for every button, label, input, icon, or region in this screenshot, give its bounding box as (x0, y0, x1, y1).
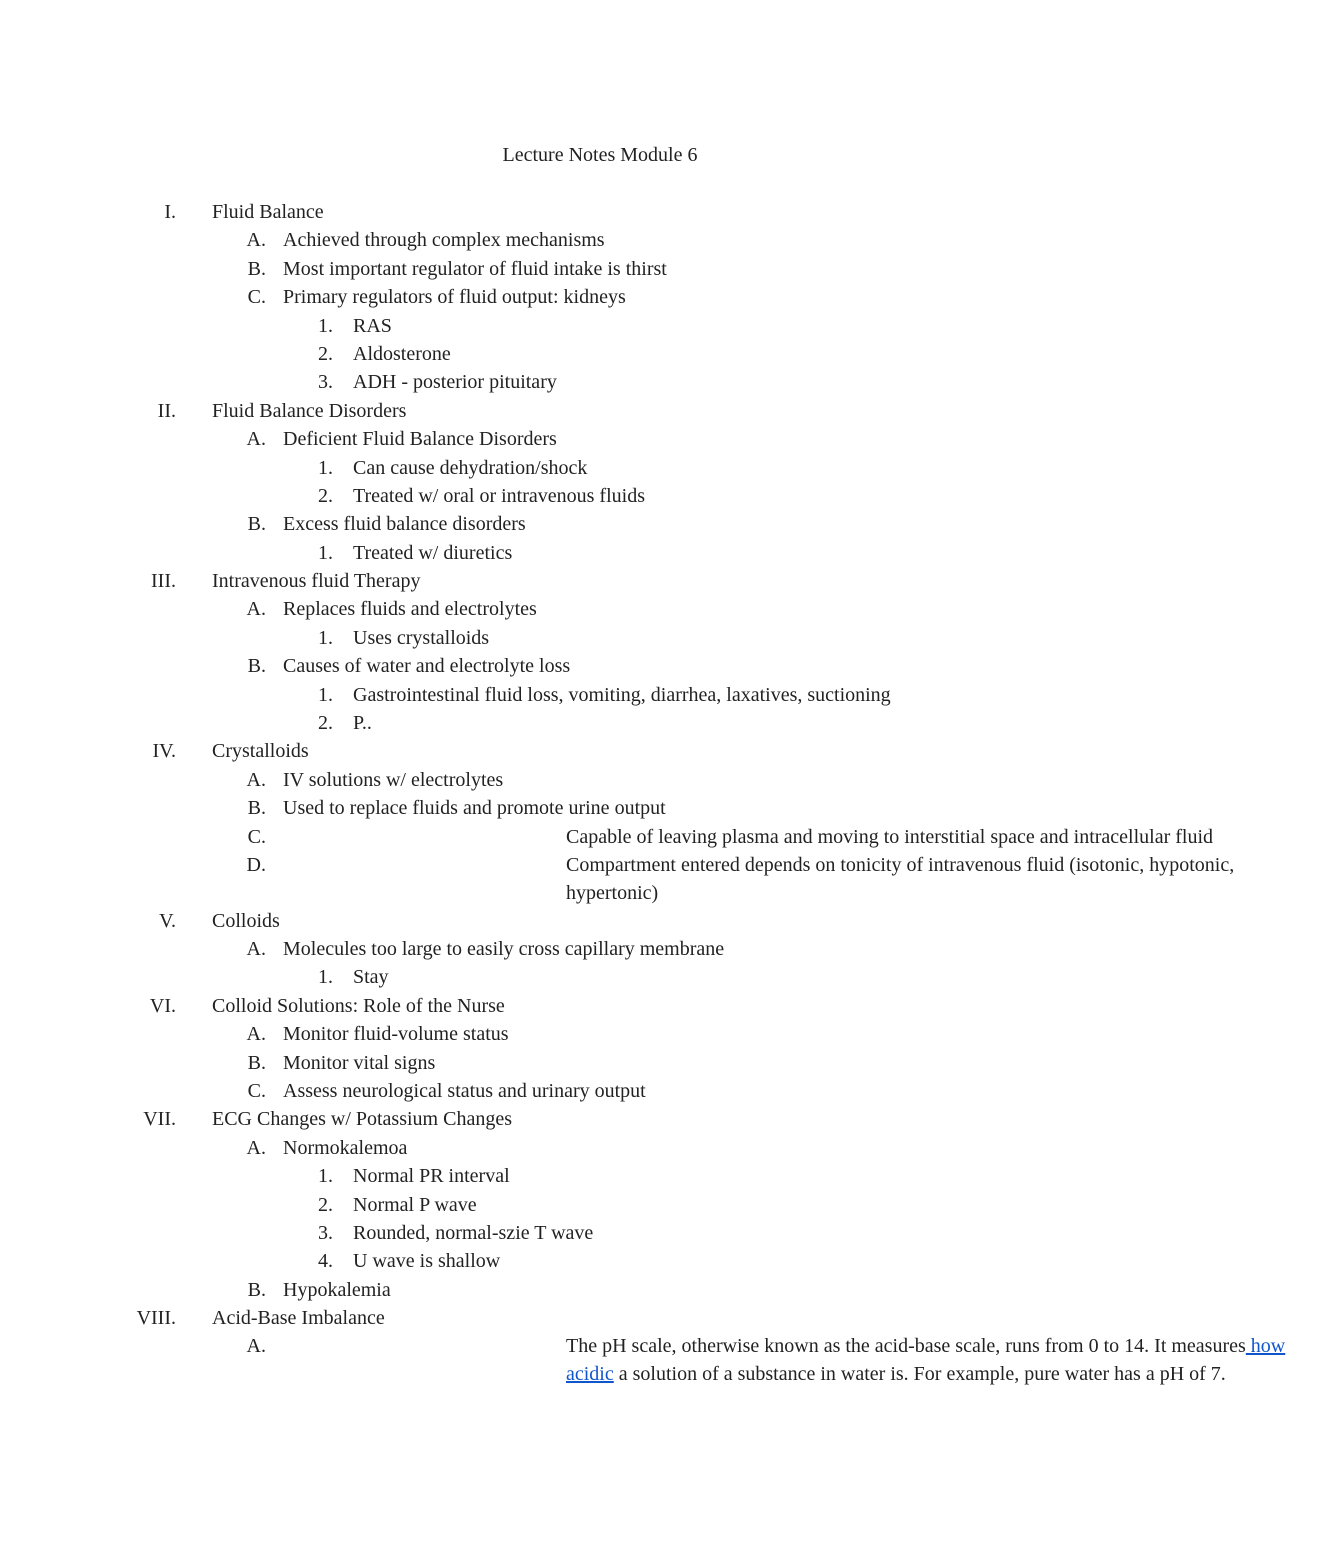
outline-item-level-3 (0, 1162, 1200, 1190)
list-marker: B. (247, 1051, 266, 1074)
list-item-text: P.. (353, 712, 372, 735)
list-marker: A. (246, 428, 266, 451)
outline-item-level-2 (0, 823, 1214, 851)
outline-item-level-2 (0, 1020, 1200, 1048)
list-marker: B. (247, 513, 266, 536)
list-item-text: Primary regulators of fluid output: kidneys (283, 286, 626, 309)
outline-item-level-3 (0, 1191, 1200, 1219)
list-item-text: Colloid Solutions: Role of the Nurse (212, 994, 505, 1017)
list-marker: 2. (318, 1193, 333, 1216)
list-item-text: Uses crystalloids (353, 626, 490, 649)
list-item-text: Intravenous fluid Therapy (212, 570, 421, 593)
outline-item-level-1 (0, 907, 1200, 935)
list-marker: 1. (318, 541, 333, 564)
list-item-text: Assess neurological status and urinary output (283, 1079, 646, 1102)
list-marker: 1. (318, 683, 333, 706)
outline-item-level-2 (0, 1276, 1200, 1304)
outline-item-level-3 (0, 963, 1200, 991)
list-item-text: Deficient Fluid Balance Disorders (283, 428, 557, 451)
list-marker: 1. (318, 626, 333, 649)
outline-item-level-3 (0, 681, 1200, 709)
list-item-text: Treated w/ diuretics (353, 541, 513, 564)
list-item-text: Compartment entered depends on tonicity of intravenous fluid (isotonic, hypotonic, hypertonic) (566, 853, 1235, 904)
outline-item-level-3 (0, 340, 1200, 368)
list-marker: 1. (318, 456, 333, 479)
list-marker: A. (246, 937, 266, 960)
list-item-text: Excess fluid balance disorders (283, 513, 526, 536)
list-item-text: Molecules too large to easily cross capillary membrane (283, 937, 725, 960)
list-item-text: Monitor fluid-volume status (283, 1023, 509, 1046)
outline-item-level-2 (0, 510, 1200, 538)
list-marker: C. (247, 1079, 266, 1102)
outline-item-level-3 (0, 454, 1200, 482)
list-marker: 2. (318, 712, 333, 735)
inline-link[interactable]: how acidic (566, 1335, 1286, 1386)
list-item-text: Acid-Base Imbalance (212, 1307, 385, 1330)
list-item-text: Normal PR interval (353, 1165, 510, 1188)
list-marker: VIII. (136, 1307, 176, 1330)
list-item-text: Most important regulator of fluid intake is thirst (283, 257, 667, 280)
list-item-text: Treated w/ oral or intravenous fluids (353, 484, 645, 507)
list-item-text: RAS (353, 314, 392, 337)
list-item-text: Monitor vital signs (283, 1051, 436, 1074)
outline-item-level-2 (0, 425, 1200, 453)
outline-item-level-3 (0, 368, 1200, 396)
list-marker: 1. (318, 966, 333, 989)
outline-item-level-1 (0, 992, 1200, 1020)
list-marker: B. (247, 797, 266, 820)
outline-item-level-1 (0, 737, 1200, 765)
outline-item-level-3 (0, 709, 1200, 737)
list-item-text: Gastrointestinal fluid loss, vomiting, diarrhea, laxatives, suctioning (353, 683, 891, 706)
list-item-text: U wave is shallow (353, 1250, 501, 1273)
list-item-text: Aldosterone (353, 342, 451, 365)
list-item-text: ECG Changes w/ Potassium Changes (212, 1108, 512, 1131)
outline-item-level-1 (0, 567, 1200, 595)
list-marker: III. (151, 570, 176, 593)
outline-item-level-3 (0, 312, 1200, 340)
list-marker: IV. (152, 740, 176, 763)
text-after-link: a solution of a substance in water is. For example, pure water has a pH of 7. (613, 1363, 1226, 1386)
list-marker: VII. (143, 1108, 176, 1131)
list-item-text: IV solutions w/ electrolytes (283, 768, 504, 791)
outline-item-level-2 (0, 283, 1200, 311)
list-marker: A. (246, 598, 266, 621)
list-marker: 1. (318, 314, 333, 337)
list-item-text: Hypokalemia (283, 1278, 391, 1301)
list-marker: A. (246, 1023, 266, 1046)
outline-item-level-2 (0, 1134, 1200, 1162)
list-item-text: Normokalemoa (283, 1136, 408, 1159)
outline-item-level-3 (0, 539, 1200, 567)
list-item-text: Capable of leaving plasma and moving to interstitial space and intracellular fluid (566, 825, 1214, 848)
list-item-text: Crystalloids (212, 740, 309, 763)
outline-item-level-2 (0, 255, 1200, 283)
list-marker: C. (247, 825, 266, 848)
outline-item-level-3 (0, 1219, 1200, 1247)
outline-item-level-1 (0, 1105, 1200, 1133)
list-marker: I. (164, 201, 176, 223)
list-marker: 4. (318, 1250, 333, 1273)
list-marker: A. (246, 229, 266, 252)
outline-item-level-2 (0, 794, 1200, 822)
outline-item-level-3 (0, 624, 1200, 652)
outline-item-level-3 (0, 482, 1200, 510)
outline-item-level-2 (0, 1049, 1200, 1077)
list-item-text (566, 1332, 1326, 1388)
outline-item-level-2 (0, 766, 1200, 794)
list-item-text: Normal P wave (353, 1193, 477, 1216)
outline-item-level-2 (0, 652, 1200, 680)
list-marker: D. (246, 853, 266, 876)
list-marker: 3. (318, 371, 333, 394)
list-item-text: ADH - posterior pituitary (353, 371, 557, 394)
list-marker: A. (246, 1335, 266, 1358)
list-marker: 2. (318, 484, 333, 507)
outline-item-level-1 (0, 397, 1200, 425)
document-title: Lecture Notes Module 6 (502, 144, 698, 166)
list-marker: B. (247, 655, 266, 678)
list-marker: VI. (149, 994, 176, 1017)
list-item-text: Can cause dehydration/shock (353, 456, 588, 479)
list-item-text: Causes of water and electrolyte loss (283, 655, 571, 678)
list-item-text: Fluid Balance Disorders (212, 399, 407, 422)
list-marker: 2. (318, 342, 333, 365)
outline-item-level-2 (0, 935, 1200, 963)
outline-list (0, 198, 1286, 1388)
list-marker: V. (159, 909, 176, 932)
list-item-text: Rounded, normal-szie T wave (353, 1221, 594, 1244)
list-marker: C. (247, 286, 266, 309)
outline-item-level-1 (0, 198, 1200, 226)
list-marker: 1. (318, 1165, 333, 1188)
list-item-text: Stay (353, 966, 389, 989)
outline-item-level-1 (0, 1304, 1200, 1332)
text-before-link: The pH scale, otherwise known as the acid-base scale, runs from 0 to 14. It measures (566, 1335, 1246, 1358)
list-marker: A. (246, 1136, 266, 1159)
outline-item-level-2 (0, 226, 1200, 254)
outline-item-level-2 (0, 851, 1235, 907)
outline-item-level-3 (0, 1247, 1200, 1275)
outline-item-level-2 (0, 1077, 1200, 1105)
list-marker: A. (246, 768, 266, 791)
list-item-text: Colloids (212, 909, 280, 932)
outline-item-level-2 (0, 595, 1200, 623)
list-marker: 3. (318, 1221, 333, 1244)
list-item-text: Replaces fluids and electrolytes (283, 598, 537, 621)
list-marker: II. (157, 399, 176, 422)
list-item-text: Fluid Balance (212, 201, 324, 223)
list-item-text: Achieved through complex mechanisms (283, 229, 605, 252)
list-marker: B. (247, 257, 266, 280)
list-marker: B. (247, 1278, 266, 1301)
outline-item-level-2 (0, 1332, 1286, 1388)
list-item-text: Used to replace fluids and promote urine output (283, 797, 666, 820)
